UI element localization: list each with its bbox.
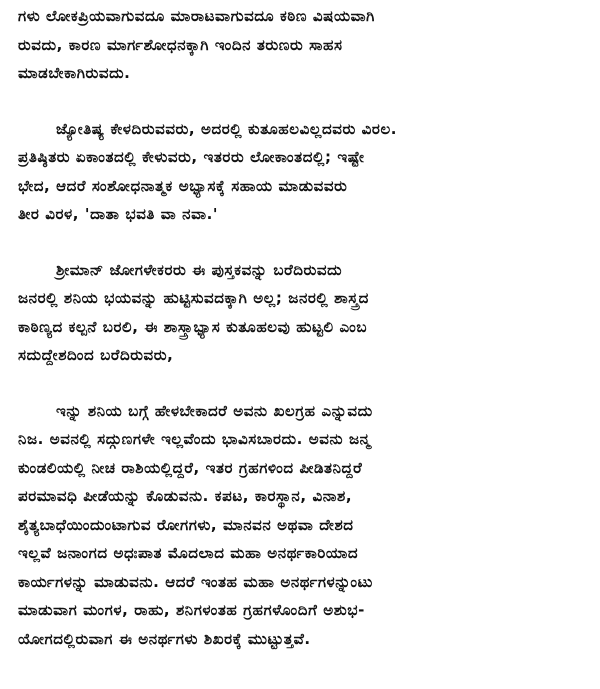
text-line: ಪ್ರತಿಷ್ಠಿತರು ಏಕಾಂತದಲ್ಲಿ ಕೇಳುವರು, ಇತರರು ಲೋಕಾಂತದಲ್ಲಿ; ಇಷ್ಟೇ	[18, 148, 365, 166]
text-line: ಗಳು ಲೋಕಪ್ರಿಯವಾಗುವದೂ ಮಾರಾಟವಾಗುವದೂ ಕಠಿಣ ವಿಷಯವಾಗಿ	[18, 7, 375, 25]
text-line: ಸದುದ್ದೇಶದಿಂದ ಬರೆದಿರುವರು,	[18, 346, 174, 364]
paragraph-2	[18, 115, 588, 229]
text-line: ಭೇದ, ಆದರೆ ಸಂಶೋಧನಾತ್ಮಕ ಅಭ್ಯಾಸಕ್ಕೆ ಸಹಾಯ ಮಾಡುವವರು	[18, 176, 348, 195]
text-line: ಶೈತ್ಯಬಾಧೆಯಿಂದುಂಟಾಗುವ ರೋಗಗಳು, ಮಾನವನ ಅಥವಾ ದೇಶದ	[18, 515, 354, 534]
text-line: ಯೋಗದಲ್ಲಿರುವಾಗ ಈ ಅನರ್ಥಗಳು ಶಿಖರಕ್ಕೆ ಮುಟ್ಟುತ್ತವೆ.	[18, 629, 311, 648]
text-line: ಪರಮಾವಧಿ ಪೀಡೆಯನ್ನು ಕೊಡುವನು. ಕಪಟ, ಕಾರಸ್ಥಾನ, ವಿನಾಶ,	[18, 487, 353, 505]
paragraph-1	[18, 2, 588, 88]
text-line: ಕಾಠಿಣ್ಯದ ಕಲ್ಪನೆ ಬರಲಿ, ಈ ಶಾಸ್ತ್ರಾಭ್ಯಾಸ ಕುತೂಹಲವು ಹುಟ್ಟಲಿ ಎಂಬ	[18, 317, 368, 336]
text-line: ಕಾರ್ಯಗಳನ್ನು ಮಾಡುವನು. ಆದರೆ ಇಂತಹ ಮಹಾ ಅನರ್ಥಗಳನ್ನುಂಟು	[18, 572, 373, 591]
text-line: ಮಾಡಬೇಕಾಗಿರುವದು.	[18, 64, 131, 82]
text-line: ಕುಂಡಲಿಯಲ್ಲಿ ನೀಚ ರಾಶಿಯಲ್ಲಿದ್ದರೆ, ಇತರ ಗ್ರಹಗಳಿಂದ ಪೀಡಿತನಿದ್ದರೆ	[18, 458, 363, 477]
text-line: ಜನರಲ್ಲಿ ಶನಿಯ ಭಯವನ್ನು ಹುಟ್ಟಿಸುವದಕ್ಕಾಗಿ ಅಲ್ಲ; ಜನರಲ್ಲಿ ಶಾಸ್ತ್ರದ	[18, 289, 369, 307]
text-line: ಜ್ಯೋತಿಷ್ಯ ಕೇಳದಿರುವವರು, ಅದರಲ್ಲಿ ಕುತೂಹಲವಿಲ್ಲದವರು ವಿರಲ.	[56, 119, 398, 138]
paragraph-3	[18, 256, 588, 370]
text-line: ತೀರ ವಿರಳ, 'ದಾತಾ ಭವತಿ ವಾ ನವಾ.'	[18, 205, 219, 223]
text-line: ನಿಜ. ಅವನಲ್ಲಿ ಸದ್ಗುಣಗಳೇ ಇಲ್ಲವೆಂದು ಭಾವಿಸಬಾರದು. ಅವನು ಜನ್ಮ	[18, 430, 371, 448]
text-line: ಮಾಡುವಾಗ ಮಂಗಳ, ರಾಹು, ಶನಿಗಳಂತಹ ಗ್ರಹಗಳೊಂದಿಗೆ ಅಶುಭ-	[18, 601, 365, 619]
text-line: ಶ್ರೀಮಾನ್ ಜೋಗಳೇಕರರು ಈ ಪುಸ್ತಕವನ್ನು ಬರೆದಿರುವದು	[56, 260, 343, 279]
text-line: ಇಲ್ಲವೆ ಜನಾಂಗದ ಅಧಃಪಾತ ಮೊದಲಾದ ಮಹಾ ಅನರ್ಥಕಾರಿಯಾದ	[18, 544, 359, 562]
paragraph-4	[18, 397, 588, 654]
text-line: ಇನ್ನು ಶನಿಯ ಬಗ್ಗೆ ಹೇಳಬೇಕಾದರೆ ಅವನು ಖಲಗ್ರಹ ಎನ್ನುವದು	[56, 401, 373, 420]
text-line: ರುವದು, ಕಾರಣ ಮಾರ್ಗಶೋಧನಕ್ಕಾಗಿ ಇಂದಿನ ತರುಣರು ಸಾಹಸ	[18, 35, 343, 54]
